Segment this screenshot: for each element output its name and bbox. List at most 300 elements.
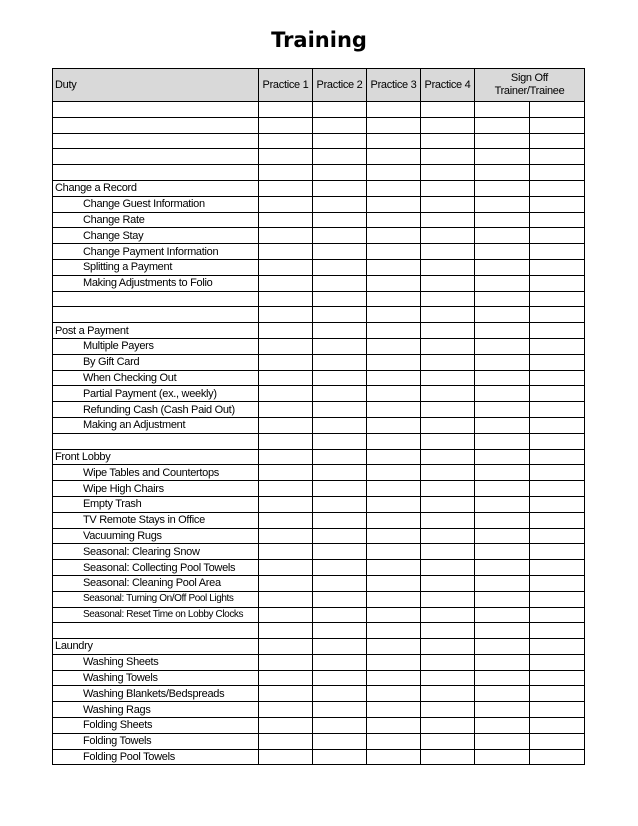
table-row	[53, 370, 585, 386]
practice-2-cell[interactable]	[313, 307, 367, 323]
practice-4-cell[interactable]	[421, 733, 475, 749]
sign-off-trainee-cell[interactable]	[530, 591, 585, 607]
practice-2-cell[interactable]	[313, 180, 367, 196]
practice-1-cell[interactable]	[259, 733, 313, 749]
practice-3-cell[interactable]	[367, 275, 421, 291]
sign-off-trainer-cell[interactable]	[475, 654, 530, 670]
sign-off-trainee-cell[interactable]	[530, 702, 585, 718]
practice-3-cell[interactable]	[367, 686, 421, 702]
table-row	[53, 386, 585, 402]
sign-off-trainer-cell[interactable]	[475, 180, 530, 196]
table-row	[53, 338, 585, 354]
sign-off-trainee-cell[interactable]	[530, 370, 585, 386]
table-row	[53, 560, 585, 576]
sign-off-trainer-cell[interactable]	[475, 338, 530, 354]
sign-off-header	[475, 69, 585, 102]
sign-off-trainer-cell[interactable]	[475, 465, 530, 481]
practice-1-cell[interactable]	[259, 749, 313, 765]
practice-1-cell[interactable]	[259, 165, 313, 181]
sign-off-trainee-cell[interactable]	[530, 338, 585, 354]
sign-off-trainer-cell[interactable]	[475, 544, 530, 560]
sign-off-trainer-cell[interactable]	[475, 670, 530, 686]
sign-off-trainee-cell[interactable]	[530, 575, 585, 591]
table-row	[53, 702, 585, 718]
duty-category: Change a Record	[53, 180, 259, 196]
sign-off-trainer-cell[interactable]	[475, 639, 530, 655]
sign-off-trainer-cell[interactable]	[475, 354, 530, 370]
practice-2-cell[interactable]	[313, 639, 367, 655]
practice-4-cell[interactable]	[421, 560, 475, 576]
practice-1-cell[interactable]	[259, 417, 313, 433]
practice-4-cell[interactable]	[421, 670, 475, 686]
practice-3-cell[interactable]	[367, 102, 421, 118]
sign-off-trainee-cell[interactable]	[530, 749, 585, 765]
practice-1-cell[interactable]	[259, 180, 313, 196]
practice-2-cell[interactable]	[313, 481, 367, 497]
duty-task: Folding Sheets	[53, 718, 259, 734]
practice-3-cell[interactable]	[367, 323, 421, 339]
practice-1-cell[interactable]	[259, 228, 313, 244]
practice-4-cell[interactable]	[421, 496, 475, 512]
practice-2-cell[interactable]	[313, 228, 367, 244]
sign-off-trainee-cell[interactable]	[530, 133, 585, 149]
practice-4-cell[interactable]	[421, 465, 475, 481]
table-row	[53, 433, 585, 449]
practice-2-cell[interactable]	[313, 402, 367, 418]
duty-task: Multiple Payers	[53, 338, 259, 354]
practice-1-cell[interactable]	[259, 117, 313, 133]
practice-4-cell[interactable]	[421, 433, 475, 449]
sign-off-trainer-cell[interactable]	[475, 228, 530, 244]
practice-2-cell[interactable]	[313, 417, 367, 433]
practice-3-cell[interactable]	[367, 718, 421, 734]
practice-4-cell[interactable]	[421, 639, 475, 655]
sign-off-trainee-cell[interactable]	[530, 212, 585, 228]
practice-2-cell[interactable]	[313, 686, 367, 702]
sign-off-trainee-cell[interactable]	[530, 449, 585, 465]
sign-off-trainer-cell[interactable]	[475, 528, 530, 544]
practice-1-cell[interactable]	[259, 591, 313, 607]
practice-3-cell[interactable]	[367, 338, 421, 354]
practice-2-cell[interactable]	[313, 275, 367, 291]
practice-2-cell[interactable]	[313, 702, 367, 718]
practice-1-cell[interactable]	[259, 575, 313, 591]
sign-off-trainee-cell[interactable]	[530, 354, 585, 370]
duty-category	[53, 623, 259, 639]
practice-4-cell[interactable]	[421, 275, 475, 291]
practice-4-cell[interactable]	[421, 354, 475, 370]
sign-off-trainer-cell[interactable]	[475, 386, 530, 402]
sign-off-trainee-cell[interactable]	[530, 386, 585, 402]
duty-task: Change Payment Information	[53, 244, 259, 260]
practice-1-cell[interactable]	[259, 323, 313, 339]
practice-4-cell[interactable]	[421, 449, 475, 465]
practice-4-cell[interactable]	[421, 575, 475, 591]
practice-3-cell[interactable]	[367, 481, 421, 497]
practice-1-cell[interactable]	[259, 528, 313, 544]
sign-off-trainee-cell[interactable]	[530, 496, 585, 512]
practice-3-header: Practice 3	[367, 69, 421, 102]
sign-off-trainer-cell[interactable]	[475, 117, 530, 133]
practice-1-cell[interactable]	[259, 718, 313, 734]
sign-off-trainee-cell[interactable]	[530, 417, 585, 433]
practice-2-cell[interactable]	[313, 149, 367, 165]
practice-3-cell[interactable]	[367, 307, 421, 323]
practice-1-cell[interactable]	[259, 307, 313, 323]
practice-4-cell[interactable]	[421, 591, 475, 607]
duty-category: Laundry	[53, 639, 259, 655]
practice-3-cell[interactable]	[367, 433, 421, 449]
duty-task: Change Guest Information	[53, 196, 259, 212]
sign-off-trainee-cell[interactable]	[530, 165, 585, 181]
practice-2-cell[interactable]	[313, 512, 367, 528]
practice-4-cell[interactable]	[421, 291, 475, 307]
practice-3-cell[interactable]	[367, 639, 421, 655]
practice-3-cell[interactable]	[367, 733, 421, 749]
practice-2-cell[interactable]	[313, 465, 367, 481]
practice-4-cell[interactable]	[421, 528, 475, 544]
practice-3-cell[interactable]	[367, 575, 421, 591]
practice-3-cell[interactable]	[367, 386, 421, 402]
practice-2-cell[interactable]	[313, 449, 367, 465]
duty-task: Partial Payment (ex., weekly)	[53, 386, 259, 402]
practice-4-cell[interactable]	[421, 402, 475, 418]
practice-1-cell[interactable]	[259, 275, 313, 291]
practice-4-cell[interactable]	[421, 244, 475, 260]
sign-off-trainee-cell[interactable]	[530, 244, 585, 260]
sign-off-trainee-cell[interactable]	[530, 686, 585, 702]
practice-3-cell[interactable]	[367, 528, 421, 544]
duty-task: Refunding Cash (Cash Paid Out)	[53, 402, 259, 418]
practice-3-cell[interactable]	[367, 259, 421, 275]
practice-4-cell[interactable]	[421, 654, 475, 670]
practice-3-cell[interactable]	[367, 623, 421, 639]
practice-3-cell[interactable]	[367, 702, 421, 718]
sign-off-trainer-cell[interactable]	[475, 591, 530, 607]
practice-1-cell[interactable]	[259, 291, 313, 307]
sign-off-trainer-cell[interactable]	[475, 102, 530, 118]
sign-off-trainer-cell[interactable]	[475, 196, 530, 212]
practice-1-cell[interactable]	[259, 702, 313, 718]
practice-2-cell[interactable]	[313, 528, 367, 544]
practice-2-cell[interactable]	[313, 323, 367, 339]
sign-off-trainer-cell[interactable]	[475, 433, 530, 449]
practice-2-cell[interactable]	[313, 591, 367, 607]
practice-3-cell[interactable]	[367, 449, 421, 465]
sign-off-trainee-cell[interactable]	[530, 307, 585, 323]
practice-1-cell[interactable]	[259, 607, 313, 623]
practice-1-cell[interactable]	[259, 496, 313, 512]
duty-category	[53, 149, 259, 165]
practice-4-cell[interactable]	[421, 607, 475, 623]
sign-off-trainee-cell[interactable]	[530, 180, 585, 196]
practice-4-cell[interactable]	[421, 323, 475, 339]
duty-task: Seasonal: Collecting Pool Towels	[53, 560, 259, 576]
practice-3-cell[interactable]	[367, 228, 421, 244]
sign-off-trainer-cell[interactable]	[475, 512, 530, 528]
practice-1-header: Practice 1	[259, 69, 313, 102]
practice-1-cell[interactable]	[259, 449, 313, 465]
table-row	[53, 102, 585, 118]
sign-off-trainer-cell[interactable]	[475, 212, 530, 228]
practice-1-cell[interactable]	[259, 149, 313, 165]
page-title: Training	[271, 28, 367, 52]
sign-off-trainee-cell[interactable]	[530, 196, 585, 212]
practice-2-cell[interactable]	[313, 544, 367, 560]
table-row	[53, 417, 585, 433]
table-row	[53, 259, 585, 275]
practice-1-cell[interactable]	[259, 386, 313, 402]
practice-3-cell[interactable]	[367, 465, 421, 481]
practice-1-cell[interactable]	[259, 512, 313, 528]
practice-4-cell[interactable]	[421, 544, 475, 560]
sign-off-trainee-cell[interactable]	[530, 623, 585, 639]
practice-3-cell[interactable]	[367, 354, 421, 370]
practice-3-cell[interactable]	[367, 165, 421, 181]
sign-off-trainee-cell[interactable]	[530, 275, 585, 291]
practice-4-cell[interactable]	[421, 117, 475, 133]
practice-3-cell[interactable]	[367, 591, 421, 607]
practice-3-cell[interactable]	[367, 670, 421, 686]
trainer-trainee-label: Trainer/Trainee	[494, 85, 565, 97]
practice-2-cell[interactable]	[313, 196, 367, 212]
duty-task: Empty Trash	[53, 496, 259, 512]
practice-2-cell[interactable]	[313, 117, 367, 133]
sign-off-trainee-cell[interactable]	[530, 402, 585, 418]
practice-3-cell[interactable]	[367, 512, 421, 528]
practice-2-cell[interactable]	[313, 433, 367, 449]
practice-4-cell[interactable]	[421, 133, 475, 149]
practice-4-cell[interactable]	[421, 180, 475, 196]
practice-1-cell[interactable]	[259, 433, 313, 449]
sign-off-trainer-cell[interactable]	[475, 149, 530, 165]
sign-off-trainer-cell[interactable]	[475, 275, 530, 291]
sign-off-trainee-cell[interactable]	[530, 544, 585, 560]
sign-off-trainee-cell[interactable]	[530, 117, 585, 133]
practice-4-cell[interactable]	[421, 481, 475, 497]
sign-off-trainer-cell[interactable]	[475, 402, 530, 418]
practice-3-cell[interactable]	[367, 607, 421, 623]
table-row	[53, 528, 585, 544]
practice-3-cell[interactable]	[367, 402, 421, 418]
duty-task: Folding Pool Towels	[53, 749, 259, 765]
practice-4-cell[interactable]	[421, 338, 475, 354]
practice-3-cell[interactable]	[367, 149, 421, 165]
practice-4-cell[interactable]	[421, 370, 475, 386]
sign-off-trainer-cell[interactable]	[475, 417, 530, 433]
duty-task: Change Stay	[53, 228, 259, 244]
sign-off-trainee-cell[interactable]	[530, 560, 585, 576]
practice-2-cell[interactable]	[313, 560, 367, 576]
sign-off-trainee-cell[interactable]	[530, 718, 585, 734]
practice-4-cell[interactable]	[421, 386, 475, 402]
practice-2-cell[interactable]	[313, 370, 367, 386]
practice-4-cell[interactable]	[421, 686, 475, 702]
sign-off-trainee-cell[interactable]	[530, 465, 585, 481]
practice-4-cell[interactable]	[421, 623, 475, 639]
practice-1-cell[interactable]	[259, 196, 313, 212]
practice-3-cell[interactable]	[367, 544, 421, 560]
practice-2-cell[interactable]	[313, 575, 367, 591]
duty-task: Seasonal: Reset Time on Lobby Clocks	[53, 607, 259, 623]
practice-1-cell[interactable]	[259, 354, 313, 370]
practice-4-cell[interactable]	[421, 102, 475, 118]
duty-category	[53, 165, 259, 181]
sign-off-trainer-cell[interactable]	[475, 259, 530, 275]
practice-1-cell[interactable]	[259, 338, 313, 354]
sign-off-trainer-cell[interactable]	[475, 244, 530, 260]
practice-4-cell[interactable]	[421, 165, 475, 181]
table-row	[53, 212, 585, 228]
table-row	[53, 275, 585, 291]
sign-off-trainee-cell[interactable]	[530, 512, 585, 528]
practice-2-cell[interactable]	[313, 733, 367, 749]
practice-1-cell[interactable]	[259, 465, 313, 481]
practice-2-cell[interactable]	[313, 212, 367, 228]
practice-2-cell[interactable]	[313, 259, 367, 275]
practice-2-header: Practice 2	[313, 69, 367, 102]
sign-off-trainee-cell[interactable]	[530, 639, 585, 655]
practice-1-cell[interactable]	[259, 623, 313, 639]
sign-off-trainee-cell[interactable]	[530, 733, 585, 749]
sign-off-trainee-cell[interactable]	[530, 607, 585, 623]
sign-off-trainer-cell[interactable]	[475, 702, 530, 718]
sign-off-trainer-cell[interactable]	[475, 481, 530, 497]
duty-header: Duty	[53, 69, 259, 102]
sign-off-trainee-cell[interactable]	[530, 102, 585, 118]
sign-off-trainer-cell[interactable]	[475, 496, 530, 512]
table-row	[53, 165, 585, 181]
table-row	[53, 639, 585, 655]
sign-off-trainer-cell[interactable]	[475, 749, 530, 765]
sign-off-trainee-cell[interactable]	[530, 323, 585, 339]
table-row	[53, 544, 585, 560]
sign-off-trainee-cell[interactable]	[530, 433, 585, 449]
sign-off-trainer-cell[interactable]	[475, 686, 530, 702]
table-row	[53, 733, 585, 749]
practice-4-cell[interactable]	[421, 196, 475, 212]
sign-off-trainee-cell[interactable]	[530, 481, 585, 497]
practice-4-cell[interactable]	[421, 718, 475, 734]
practice-1-cell[interactable]	[259, 370, 313, 386]
practice-2-cell[interactable]	[313, 654, 367, 670]
sign-off-trainer-cell[interactable]	[475, 718, 530, 734]
practice-4-cell[interactable]	[421, 512, 475, 528]
practice-3-cell[interactable]	[367, 133, 421, 149]
practice-2-cell[interactable]	[313, 607, 367, 623]
practice-1-cell[interactable]	[259, 133, 313, 149]
practice-3-cell[interactable]	[367, 749, 421, 765]
sign-off-trainer-cell[interactable]	[475, 449, 530, 465]
practice-2-cell[interactable]	[313, 623, 367, 639]
practice-4-header: Practice 4	[421, 69, 475, 102]
practice-2-cell[interactable]	[313, 291, 367, 307]
sign-off-trainer-cell[interactable]	[475, 291, 530, 307]
practice-4-cell[interactable]	[421, 307, 475, 323]
practice-1-cell[interactable]	[259, 212, 313, 228]
practice-2-cell[interactable]	[313, 749, 367, 765]
table-row	[53, 512, 585, 528]
practice-1-cell[interactable]	[259, 544, 313, 560]
sign-off-trainer-cell[interactable]	[475, 623, 530, 639]
practice-3-cell[interactable]	[367, 212, 421, 228]
sign-off-trainer-cell[interactable]	[475, 370, 530, 386]
sign-off-trainee-cell[interactable]	[530, 259, 585, 275]
practice-2-cell[interactable]	[313, 102, 367, 118]
practice-4-cell[interactable]	[421, 149, 475, 165]
duty-category: Front Lobby	[53, 449, 259, 465]
sign-off-trainee-cell[interactable]	[530, 228, 585, 244]
practice-3-cell[interactable]	[367, 654, 421, 670]
practice-1-cell[interactable]	[259, 654, 313, 670]
practice-3-cell[interactable]	[367, 496, 421, 512]
practice-1-cell[interactable]	[259, 670, 313, 686]
practice-2-cell[interactable]	[313, 354, 367, 370]
practice-2-cell[interactable]	[313, 165, 367, 181]
practice-4-cell[interactable]	[421, 212, 475, 228]
practice-3-cell[interactable]	[367, 560, 421, 576]
practice-2-cell[interactable]	[313, 244, 367, 260]
practice-3-cell[interactable]	[367, 117, 421, 133]
practice-3-cell[interactable]	[367, 417, 421, 433]
practice-2-cell[interactable]	[313, 670, 367, 686]
sign-off-trainee-cell[interactable]	[530, 670, 585, 686]
practice-4-cell[interactable]	[421, 702, 475, 718]
duty-task: Wipe Tables and Countertops	[53, 465, 259, 481]
practice-1-cell[interactable]	[259, 402, 313, 418]
sign-off-trainee-cell[interactable]	[530, 291, 585, 307]
practice-2-cell[interactable]	[313, 496, 367, 512]
practice-4-cell[interactable]	[421, 417, 475, 433]
sign-off-trainer-cell[interactable]	[475, 560, 530, 576]
practice-1-cell[interactable]	[259, 481, 313, 497]
practice-1-cell[interactable]	[259, 259, 313, 275]
sign-off-trainer-cell[interactable]	[475, 323, 530, 339]
duty-task: Making Adjustments to Folio	[53, 275, 259, 291]
practice-2-cell[interactable]	[313, 133, 367, 149]
table-row	[53, 670, 585, 686]
sign-off-trainer-cell[interactable]	[475, 733, 530, 749]
table-row	[53, 686, 585, 702]
practice-1-cell[interactable]	[259, 560, 313, 576]
practice-2-cell[interactable]	[313, 718, 367, 734]
practice-1-cell[interactable]	[259, 639, 313, 655]
practice-3-cell[interactable]	[367, 244, 421, 260]
practice-3-cell[interactable]	[367, 370, 421, 386]
sign-off-trainee-cell[interactable]	[530, 528, 585, 544]
practice-3-cell[interactable]	[367, 291, 421, 307]
practice-2-cell[interactable]	[313, 386, 367, 402]
sign-off-trainer-cell[interactable]	[475, 307, 530, 323]
practice-2-cell[interactable]	[313, 338, 367, 354]
table-row	[53, 749, 585, 765]
practice-1-cell[interactable]	[259, 686, 313, 702]
practice-4-cell[interactable]	[421, 749, 475, 765]
sign-off-trainer-cell[interactable]	[475, 607, 530, 623]
table-row	[53, 307, 585, 323]
practice-3-cell[interactable]	[367, 196, 421, 212]
sign-off-trainer-cell[interactable]	[475, 165, 530, 181]
sign-off-trainer-cell[interactable]	[475, 133, 530, 149]
practice-3-cell[interactable]	[367, 180, 421, 196]
sign-off-trainee-cell[interactable]	[530, 654, 585, 670]
sign-off-trainee-cell[interactable]	[530, 149, 585, 165]
practice-1-cell[interactable]	[259, 244, 313, 260]
practice-4-cell[interactable]	[421, 228, 475, 244]
practice-1-cell[interactable]	[259, 102, 313, 118]
practice-4-cell[interactable]	[421, 259, 475, 275]
sign-off-trainer-cell[interactable]	[475, 575, 530, 591]
